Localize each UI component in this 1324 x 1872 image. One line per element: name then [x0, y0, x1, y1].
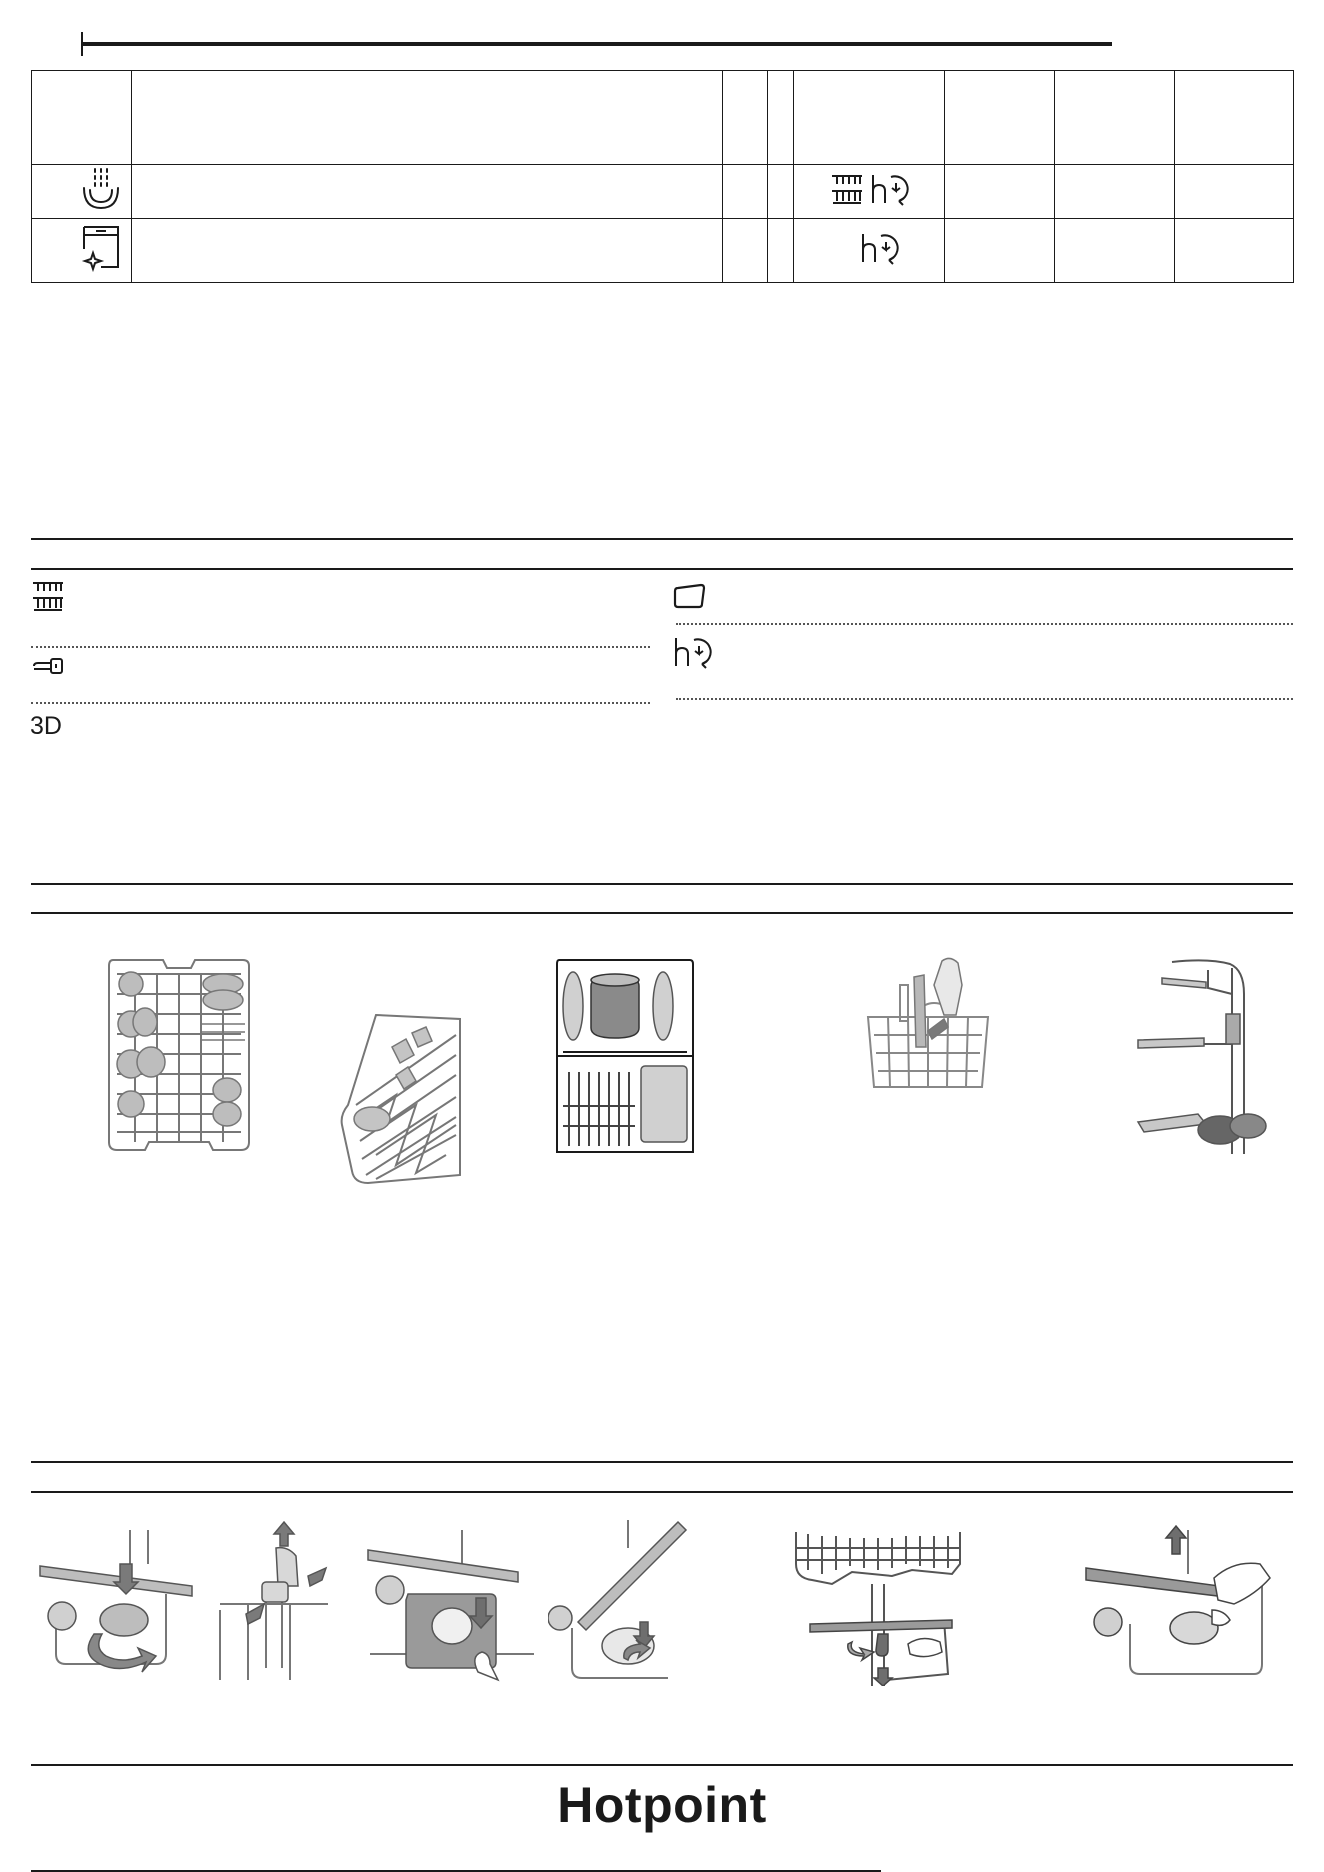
loaded-racks-icon — [553, 956, 696, 1156]
section-rule — [31, 568, 1293, 570]
table-cell — [794, 165, 945, 218]
legend-item-3d — [30, 712, 62, 741]
legend-item — [32, 656, 64, 681]
legend-item — [672, 582, 708, 615]
delay-start-icon — [672, 634, 712, 670]
table-cell — [1175, 218, 1294, 282]
table-header-row — [32, 71, 1294, 165]
table-cell — [32, 165, 132, 218]
table-cell — [132, 71, 723, 165]
table-row — [32, 218, 1294, 282]
table-cell — [32, 218, 132, 282]
table-cell — [723, 165, 768, 218]
legend-item — [672, 634, 712, 675]
legend-divider — [31, 702, 650, 704]
table-cell — [132, 218, 723, 282]
programme-table — [31, 70, 1294, 283]
table-cell — [945, 218, 1055, 282]
section-rule — [31, 1461, 1293, 1463]
table-cell — [768, 218, 794, 282]
lower-spray-arm-icon — [1084, 1524, 1274, 1684]
legend-divider — [676, 698, 1293, 700]
table-cell — [1175, 165, 1294, 218]
bottom-rule — [31, 1870, 881, 1872]
section-rule — [31, 1491, 1293, 1493]
filter-rotate-icon — [36, 1524, 202, 1680]
upper-spray-arm-icon — [792, 1524, 972, 1686]
table-cell — [723, 218, 768, 282]
delay-start-icon — [859, 230, 899, 266]
table-cell — [794, 218, 945, 282]
spray-arms-icon — [1132, 954, 1280, 1168]
table-cell — [723, 71, 768, 165]
cutlery-basket-icon — [858, 955, 998, 1095]
half-load-icon — [30, 580, 66, 616]
rinse-droplets-icon — [79, 166, 123, 212]
dishwasher-sparkle-icon — [79, 223, 123, 273]
header-rule — [82, 42, 1112, 46]
table-cell — [768, 165, 794, 218]
table-cell — [945, 71, 1055, 165]
footer-rule — [31, 1764, 1293, 1766]
table-cell — [1175, 71, 1294, 165]
filter-insert-icon — [548, 1518, 688, 1682]
table-cell — [132, 165, 723, 218]
table-cell — [794, 71, 945, 165]
tablet-icon — [672, 582, 708, 610]
header-tick — [81, 32, 83, 56]
brand-logo: Hotpoint — [557, 1777, 767, 1833]
half-load-icon — [829, 173, 865, 207]
table-cell — [1055, 165, 1175, 218]
lower-rack-tilted-icon — [336, 1005, 464, 1185]
table-cell — [1055, 218, 1175, 282]
section-rule — [31, 538, 1293, 540]
section-rule — [31, 912, 1293, 914]
filter-plate-icon — [366, 1524, 538, 1684]
filter-removal-icon — [218, 1520, 330, 1682]
table-cell — [945, 165, 1055, 218]
delay-start-icon — [869, 171, 909, 207]
table-cell — [1055, 71, 1175, 165]
legend-item — [30, 580, 66, 621]
upper-rack-icon — [105, 954, 253, 1159]
legend-divider — [676, 623, 1293, 625]
tablet-key-icon — [32, 656, 64, 676]
section-rule — [31, 883, 1293, 885]
table-row — [32, 165, 1294, 218]
3d-icon: 3D — [30, 712, 62, 740]
table-cell — [32, 71, 132, 165]
table-cell — [768, 71, 794, 165]
legend-divider — [31, 646, 650, 648]
